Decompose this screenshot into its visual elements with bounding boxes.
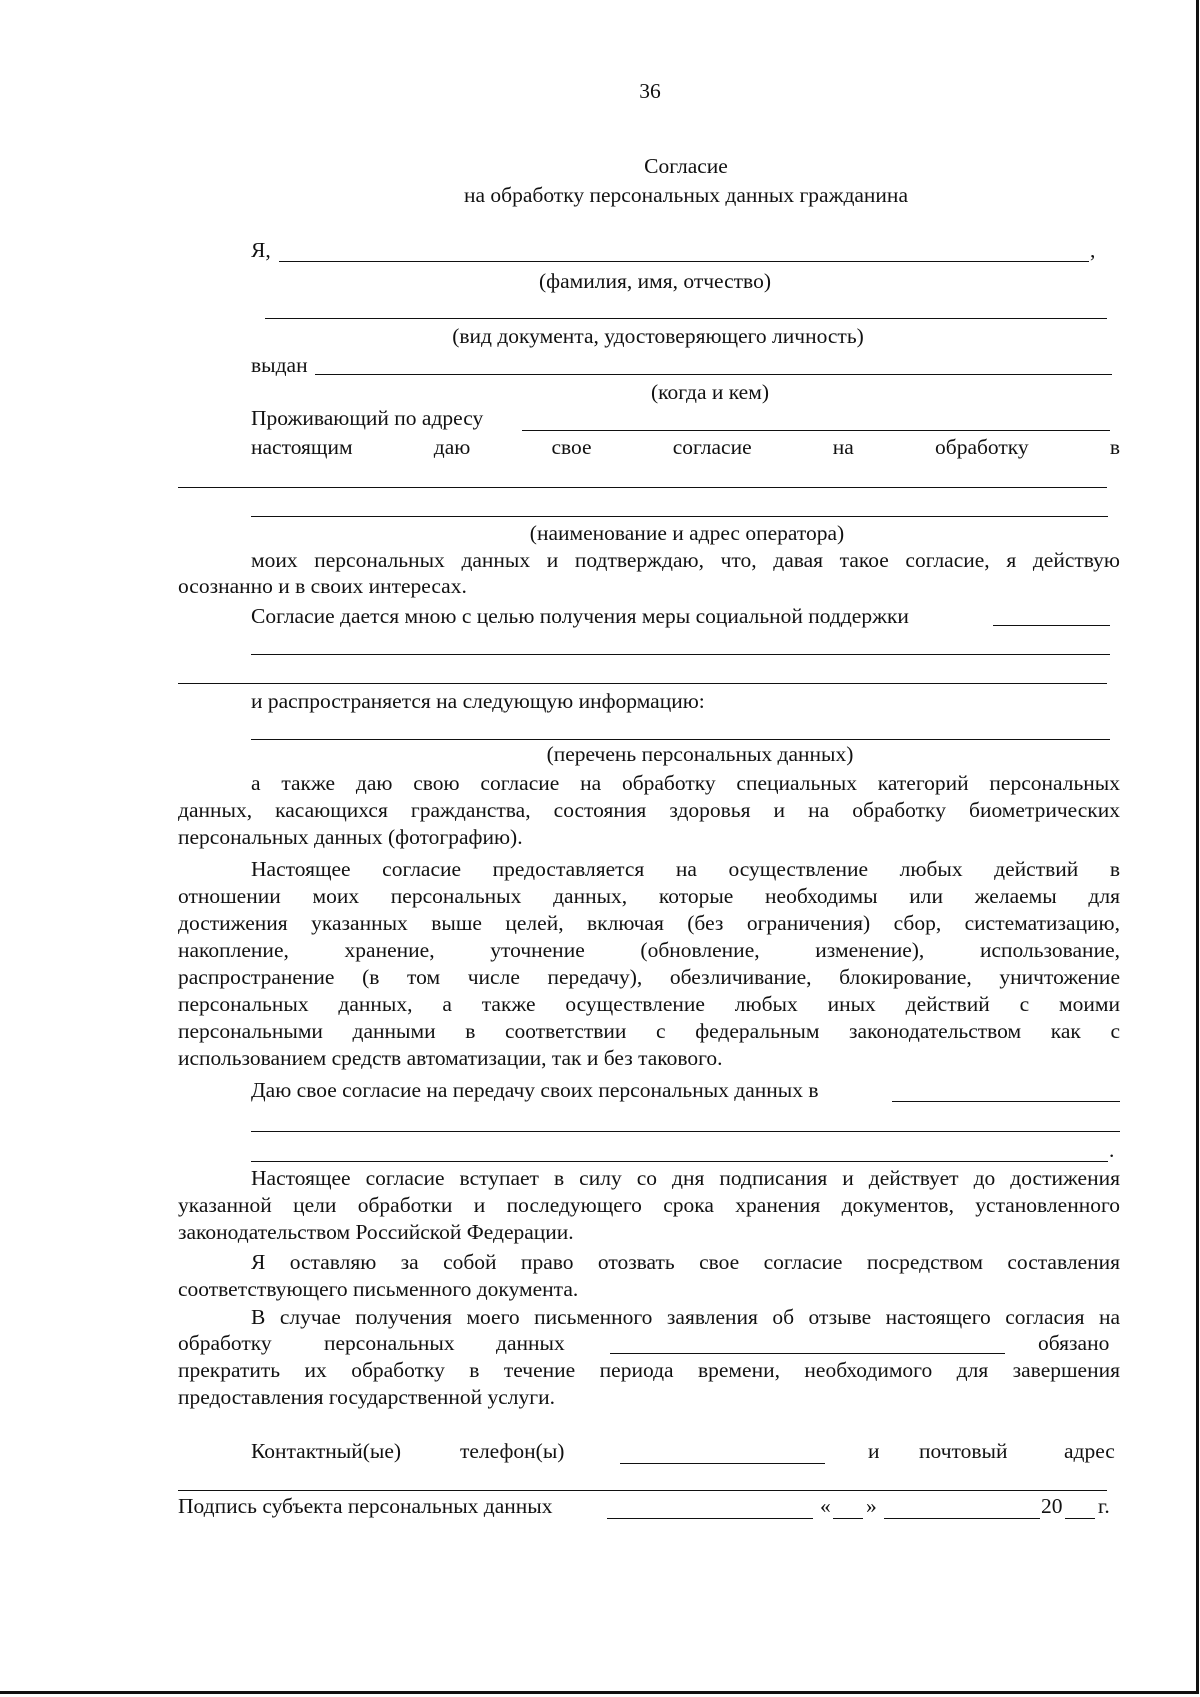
paragraph-word: данных	[496, 1331, 565, 1355]
paragraph-line: предоставления государственной услуги.	[178, 1385, 555, 1409]
consent-word: на	[832, 435, 854, 459]
date-quote-close: »	[866, 1494, 877, 1518]
document-hint: (вид документа, удостоверяющего личность)	[452, 324, 864, 348]
name-field-line[interactable]	[279, 261, 1089, 262]
date-month-line[interactable]	[884, 1518, 1040, 1519]
paragraph-line: а также даю свою согласие на обработку специальных категорий персональных	[251, 771, 1120, 795]
personal-data-list-hint: (перечень персональных данных)	[546, 742, 854, 766]
paragraph-line: законодательством Российской Федерации.	[178, 1220, 574, 1244]
contacts-word: телефон(ы)	[460, 1439, 565, 1463]
paragraph-line: осознанно и в своих интересах.	[178, 574, 467, 598]
date-year-suffix: г.	[1098, 1494, 1110, 1518]
paragraph-line: персональными данными в соответствии с федеральным законодательством как с	[178, 1019, 1120, 1043]
transfer-text: Даю свое согласие на передачу своих персональных данных в	[251, 1078, 819, 1102]
paragraph-line: накопление, хранение, уточнение (обновление, изменение), использование,	[178, 938, 1120, 962]
purpose-text: Согласие дается мною с целью получения меры социальной поддержки	[251, 604, 909, 628]
consent-line	[251, 434, 1120, 461]
purpose-field-line-3[interactable]	[178, 683, 1107, 684]
consent-word: согласие	[672, 435, 752, 459]
contacts-word: Контактный(ые)	[251, 1439, 402, 1463]
paragraph-line: соответствующего письменного документа.	[178, 1277, 579, 1301]
transfer-field-line-1[interactable]	[892, 1101, 1120, 1102]
operator-hint: (наименование и адрес оператора)	[529, 521, 845, 545]
page-number: 36	[639, 79, 661, 103]
paragraph-line: персональных данных (фотографию).	[178, 825, 523, 849]
paragraph-line: распространение (в том числе передачу), обезличивание, блокирование, уничтожение	[178, 965, 1120, 989]
consent-word: даю	[433, 435, 471, 459]
document-title: Согласие	[644, 154, 728, 178]
contacts-word: адрес	[1064, 1439, 1115, 1463]
paragraph-line: В случае получения моего письменного заявления об отзыве настоящего согласия на	[251, 1305, 1120, 1329]
document-subtitle: на обработку персональных данных гражданина	[464, 183, 908, 207]
extends-text: и распространяется на следующую информацию:	[251, 689, 705, 713]
transfer-field-line-3[interactable]	[251, 1161, 1108, 1162]
signature-label: Подпись субъекта персональных данных	[178, 1494, 553, 1518]
date-day-line[interactable]	[833, 1518, 863, 1519]
email-field-line[interactable]	[178, 1490, 1107, 1491]
operator-field-line-2[interactable]	[251, 516, 1108, 517]
name-hint: (фамилия, имя, отчество)	[539, 269, 771, 293]
paragraph-line: отношении моих персональных данных, которые необходимы или желаемы для	[178, 884, 1120, 908]
issued-field-line[interactable]	[315, 374, 1112, 375]
paragraph-line: Настоящее согласие вступает в силу со дня подписания и действует до достижения	[251, 1166, 1120, 1190]
date-quote-open: «	[820, 1494, 831, 1518]
contacts-word: почтовый	[919, 1439, 1008, 1463]
name-label: Я,	[251, 238, 271, 262]
signature-field-line[interactable]	[607, 1518, 813, 1519]
paragraph-line: достижения указанных выше целей, включая (без ограничения) сбор, систематизацию,	[178, 911, 1120, 935]
contacts-word: и	[868, 1439, 880, 1463]
issued-label: выдан	[251, 353, 308, 377]
paragraph-line: Я оставляю за собой право отозвать свое согласие посредством составления	[251, 1250, 1120, 1274]
paragraph-word: персональных	[324, 1331, 455, 1355]
transfer-field-line-2[interactable]	[251, 1131, 1120, 1132]
paragraph-line: Настоящее согласие предоставляется на осуществление любых действий в	[251, 857, 1120, 881]
paragraph-line: персональных данных, а также осуществление любых иных действий с моими	[178, 992, 1120, 1016]
paragraph-line: использованием средств автоматизации, так и без такового.	[178, 1046, 723, 1070]
purpose-field-line-1[interactable]	[993, 625, 1110, 626]
date-year-prefix: 20	[1041, 1494, 1063, 1518]
consent-word: свое	[551, 435, 592, 459]
document-field-line[interactable]	[265, 318, 1107, 319]
paragraph-word: обязано	[1038, 1331, 1110, 1355]
paragraph-word: обработку	[178, 1331, 272, 1355]
paragraph-line: данных, касающихся гражданства, состояния здоровья и на обработку биометрических	[178, 798, 1120, 822]
purpose-field-line-2[interactable]	[251, 654, 1110, 655]
consent-word: настоящим	[251, 435, 353, 459]
transfer-period: .	[1109, 1138, 1115, 1162]
paragraph-line: указанной цели обработки и последующего срока хранения документов, установленного	[178, 1193, 1120, 1217]
address-label: Проживающий по адресу	[251, 406, 484, 430]
address-field-line[interactable]	[522, 430, 1110, 431]
issued-hint: (когда и кем)	[651, 380, 769, 404]
paragraph-line: моих персональных данных и подтверждаю, что, давая такое согласие, я действую	[251, 548, 1120, 572]
paragraph-line: прекратить их обработку в течение периода времени, необходимого для завершения	[178, 1358, 1120, 1382]
consent-word: обработку	[935, 435, 1029, 459]
withdrawal-operator-line[interactable]	[610, 1353, 1005, 1354]
date-year-line[interactable]	[1065, 1518, 1095, 1519]
operator-field-line-1[interactable]	[178, 487, 1107, 488]
personal-data-list-line[interactable]	[251, 739, 1110, 740]
name-comma: ,	[1090, 238, 1096, 262]
phone-field-line[interactable]	[620, 1463, 825, 1464]
consent-word: в	[1109, 435, 1120, 459]
